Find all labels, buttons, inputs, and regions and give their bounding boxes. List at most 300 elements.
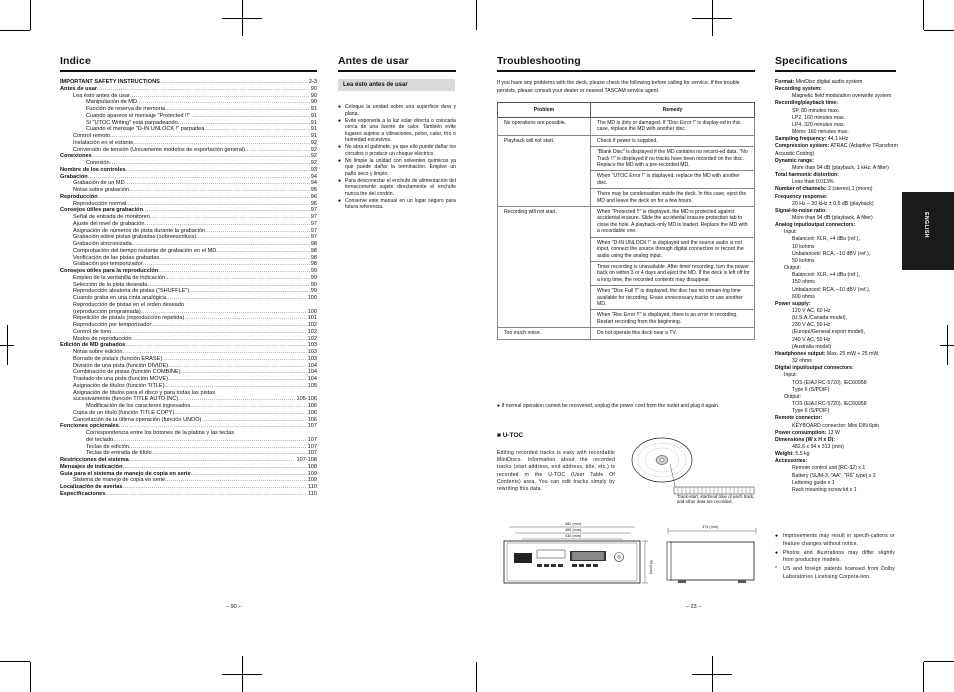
troubleshooting-table <box>497 102 755 340</box>
toc-entry-title: Cuando el mensaje "D-IN UNLOCK !" parpadea <box>86 126 205 133</box>
toc-entry-page: 98 <box>310 247 317 254</box>
spec-line <box>775 444 901 451</box>
spec-line <box>775 394 901 401</box>
toc-entry-title: Fonciones opcionales <box>60 423 119 430</box>
toc-entry <box>60 133 317 140</box>
bullet-text: No abra el gabinete, ya que ello puede dañar los circuitos o producir un choque eléctrico. <box>345 144 456 157</box>
toc-leader-dots <box>141 309 307 316</box>
spec-line <box>775 465 901 472</box>
toc-entry <box>60 410 317 417</box>
toc-entry <box>60 437 317 444</box>
spec-value: Unbalanced: RCA, –10 dBV (ref.), <box>792 250 871 257</box>
toc-entry-page: 106 <box>307 409 317 416</box>
spec-line <box>775 129 901 136</box>
toc-leader-dots <box>123 464 307 471</box>
toc-entry-page <box>316 390 317 397</box>
toc-leader-dots <box>150 214 310 221</box>
toc-entry-title: Señal de entrada de monitoreo <box>73 214 150 220</box>
toc-entry <box>60 126 317 133</box>
toc-entry-page: 99 <box>310 281 317 288</box>
toc-entry <box>60 241 317 248</box>
spec-value: Max. 25 mW + 25 mW, <box>825 350 880 357</box>
toc-entry-page: 104 <box>307 376 317 382</box>
side-view-drawing <box>664 528 764 590</box>
spec-line <box>775 322 901 329</box>
toc-entry-page: 92 <box>310 160 317 166</box>
toc-entry-title: Especificaciones <box>60 490 106 497</box>
toc-entry <box>60 261 317 268</box>
language-tab-label: ENGLISH <box>923 212 929 238</box>
toc-entry <box>60 383 317 390</box>
spec-line <box>775 93 901 100</box>
toc-entry-page: 99 <box>310 268 317 274</box>
spec-line <box>775 258 901 265</box>
toc-entry-title: Modos de reproducción <box>73 335 132 342</box>
specifications-rule <box>775 70 896 72</box>
toc-entry-page: 92 <box>310 139 317 146</box>
spec-value: 44.1 kHz <box>826 136 849 143</box>
toc-entry-title: Asignación de títulos (función TITLE) <box>73 382 165 389</box>
spec-key: Analog input/output connectors: <box>775 222 856 229</box>
toc-entry-title: Grabación <box>60 173 88 180</box>
spec-value: 150 ohms <box>792 279 815 286</box>
note-bullet-icon: * <box>775 566 777 573</box>
toc-entry <box>60 275 317 282</box>
toc-leader-dots <box>123 484 308 491</box>
spec-key: Recording/playback time: <box>775 100 839 107</box>
remedy-cell: When "Disc Full !!" is displayed, the disc has no remain-ing time available for recording. Erase unnecessary tracks or use another MD. <box>591 286 755 310</box>
toc-entry <box>60 315 317 322</box>
spec-value: (Europe/General export model), <box>792 329 865 336</box>
toc-entry <box>60 450 317 457</box>
toc-leader-dots <box>97 86 310 93</box>
toc-entry-title: Función de reserva de memoria <box>86 106 165 112</box>
toc-leader-dots <box>165 383 307 390</box>
toc-entry-page: 109 <box>307 470 317 477</box>
toc-entry <box>60 471 317 478</box>
spec-line <box>775 401 901 408</box>
toc-entry <box>60 99 317 106</box>
toc-entry <box>60 201 317 208</box>
spec-note <box>775 566 895 582</box>
spec-key: Power consumption: <box>775 429 827 436</box>
toc-entry <box>60 356 317 363</box>
toc-leader-dots <box>147 282 309 289</box>
troubleshooting-footnote <box>497 403 755 410</box>
spec-line <box>775 201 901 208</box>
toc-entry-page: 94 <box>310 173 317 180</box>
spec-line <box>775 179 901 186</box>
toc-entry <box>60 376 317 383</box>
toc-leader-dots <box>184 315 306 322</box>
toc-entry <box>60 180 317 187</box>
toc-leader-dots <box>152 450 307 457</box>
toc-entry-page: 107 <box>307 423 317 430</box>
spec-line <box>775 437 901 444</box>
toc-entry-title: IMPORTANT SAFETY INSTRUCTIONS <box>60 79 160 85</box>
toc-entry-title: Modificación de los caracteres ingresados <box>86 403 191 409</box>
toc-entry-page: 99 <box>310 288 317 295</box>
toc-leader-dots <box>125 342 306 349</box>
toc-entry-page: 91 <box>310 112 317 119</box>
spec-value: 20 Hz – 20 kHz ± 0.5 dB (playback) <box>792 200 874 207</box>
spec-note <box>775 550 895 566</box>
antes-subheading: Lea ésto antes de usar <box>338 79 455 91</box>
toc-entry-page: 105 <box>307 382 317 389</box>
spec-line <box>775 451 901 458</box>
toc-leader-dots <box>162 356 306 363</box>
toc-entry-page: 98 <box>310 241 317 247</box>
spec-value: LP4, 320 minutes max. <box>792 121 846 128</box>
spec-key: Total harmonic distortion: <box>775 172 839 179</box>
toc-entry-title: Conversión de tensión (Unicamente modelos de exportación general) <box>73 146 245 153</box>
spec-value: 13 W <box>826 429 840 436</box>
spec-value: Less than 0.013% <box>792 179 834 186</box>
toc-leader-dots <box>165 477 307 484</box>
spec-line <box>775 294 901 301</box>
toc-leader-dots <box>216 248 309 255</box>
spec-value: Lettering guide x 1 <box>792 479 835 486</box>
toc-entry-title: sucesivamente (función TITLE AUTO INC) <box>73 396 179 403</box>
spec-line <box>775 473 901 480</box>
spec-line <box>775 136 901 143</box>
toc-entry-page: 105-106 <box>296 396 317 403</box>
toc-leader-dots <box>105 491 307 498</box>
spec-value: 482.6 x 94 x 313 (mm) <box>792 443 844 450</box>
spec-key: Compression system: <box>775 143 830 150</box>
spec-line <box>775 272 901 279</box>
toc-leader-dots <box>113 437 307 444</box>
toc-entry-title: División de una pista (función DIVIDE) <box>73 362 169 369</box>
disc-caption: Track-start, start/end time of each track, and other data are recorded. <box>677 494 755 504</box>
toc-entry <box>60 417 317 424</box>
toc-entry-title: Edición de MD grabados <box>60 342 126 349</box>
bullet-item <box>338 158 456 178</box>
toc-entry-page: 98 <box>310 261 317 268</box>
remedy-cell: Check if power is supplied. <box>591 135 755 146</box>
toc-entry-page: 103 <box>307 355 317 362</box>
spec-line <box>775 194 901 201</box>
toc-entry <box>60 214 317 221</box>
remedy-cell: When "Rec Error !!" is displayed, there is an error in recording. Restart recording from the beginning. <box>591 310 755 328</box>
toc-entry-page <box>316 430 317 437</box>
toc-leader-dots <box>133 140 309 147</box>
bullet-item <box>338 198 456 211</box>
toc-entry-title: Teclas de entrada de título <box>86 450 152 457</box>
toc-entry-page: 91 <box>310 119 317 126</box>
spec-line <box>775 408 901 415</box>
spec-line <box>775 415 901 422</box>
toc-leader-dots <box>119 423 307 430</box>
spec-line <box>775 351 901 358</box>
troubleshooting-intro: If you have any problems with the deck, please check the following before calling for service. If the trouble persists, please consult your dealer or nearest TASCAM service agent. <box>497 80 740 94</box>
toc-entry <box>60 423 317 430</box>
toc-entry-title: Asignación de números de pista durante la grabación <box>73 227 206 234</box>
spec-key: Frequency response: <box>775 193 828 200</box>
specifications-heading: Specifications <box>775 55 848 67</box>
note-bullet-icon: ● <box>775 549 779 556</box>
toc-entry <box>60 430 317 437</box>
toc-entry-page: 102 <box>307 335 317 342</box>
toc-entry-title: Control de tono <box>73 328 112 335</box>
toc-leader-dots <box>178 396 295 403</box>
spec-value: TOS (EIAJ RC-5720), IEC60958 <box>792 379 867 386</box>
remedy-cell: When "UTOC Error !" is displayed, replace the MD with another disc. <box>591 171 755 189</box>
toc-leader-dots <box>184 302 316 309</box>
toc-entry-title: Grabación por temporizador <box>73 261 143 268</box>
toc-entry-page: 103 <box>307 349 317 355</box>
toc-entry-page: 96 <box>310 200 317 207</box>
toc-entry <box>60 194 317 201</box>
spec-value: Output: <box>784 265 802 272</box>
spec-key: Power supply: <box>775 300 811 307</box>
toc-entry-page: 91 <box>310 106 317 112</box>
toc-entry-title: Copia de un título (función TITLE COPY) <box>73 409 175 416</box>
toc-leader-dots <box>165 106 310 113</box>
remedy-cell: The MD is dirty or damaged. If "Disc Error !" is display-ed in this case, replace the MD with another disc. <box>591 118 755 136</box>
toc-leader-dots <box>160 79 308 86</box>
spec-line <box>775 423 901 430</box>
spec-line <box>775 430 901 437</box>
toc-leader-dots <box>245 147 310 154</box>
spec-line <box>775 279 901 286</box>
toc-entry-title: Cuando aparece el mensaje "Protected !!" <box>86 112 191 119</box>
spec-value: Battery (SUM-3, "AA", "R6" type) x 2 <box>792 472 876 479</box>
footnote-bullet: ● <box>497 403 501 409</box>
toc-entry <box>60 403 317 410</box>
spec-line <box>775 344 901 351</box>
toc-entry-page: 108 <box>307 463 317 470</box>
bullet-item <box>338 118 456 144</box>
toc-entry <box>60 207 317 214</box>
toc-entry-title: del teclado <box>86 436 114 443</box>
table-row <box>498 207 755 238</box>
height-label-95: 95 (mm) <box>649 560 653 575</box>
toc-leader-dots <box>110 160 310 167</box>
spec-line <box>775 115 901 122</box>
bullet-item <box>338 104 456 117</box>
note-text: Improvements may result in specifi-cations or feature changes without notice. <box>783 533 895 547</box>
spec-value: 50 kohms <box>792 257 815 264</box>
spec-line <box>775 487 901 494</box>
toc-entry-page: 97 <box>310 227 317 234</box>
toc-leader-dots <box>126 201 310 208</box>
toc-entry-page: 97 <box>310 214 317 220</box>
toc-entry <box>60 342 317 349</box>
toc-entry-page: 95 <box>310 187 317 193</box>
spec-line <box>775 251 901 258</box>
toc-leader-dots <box>122 349 306 356</box>
toc-entry-page: 107 <box>307 450 317 457</box>
spec-line <box>775 358 901 365</box>
toc-entry <box>60 113 317 120</box>
troubleshooting-rule <box>497 70 755 72</box>
toc-entry-title: Reproducción <box>60 193 98 200</box>
toc-entry <box>60 153 317 160</box>
toc-entry <box>60 484 317 491</box>
toc-entry <box>60 464 317 471</box>
depth-label-374: 374 (mm) <box>702 525 719 529</box>
toc-entry <box>60 336 317 343</box>
toc-entry-page: 106 <box>307 403 317 409</box>
problem-cell: Too much noise. <box>498 328 591 339</box>
utoc-text: Editing recorded tracks is easy with recordable MiniDiscs. Information about the recorded tracks (start address, end address, title, etc.) is recorded in the U-TOC (User Table Of Contents) area. You can edit tracks simply by rewriting this data. <box>497 450 615 493</box>
toc-entry-title: Notas sobre edición <box>73 349 123 355</box>
toc-entry-page: 90 <box>310 99 317 106</box>
spec-value: More than 94 dB (playback, 1 kHz, A filter) <box>792 164 889 171</box>
spec-key: Dimensions (W x H x D): <box>775 436 835 443</box>
indice-rule <box>60 70 317 72</box>
toc-entry-title: Grabación sincronizada <box>73 241 132 247</box>
width-label-430: 430 (mm) <box>565 534 582 538</box>
toc-leader-dots <box>125 180 310 187</box>
table-row <box>498 328 755 339</box>
column-header-problem: Problem <box>498 103 591 118</box>
spec-line <box>775 329 901 336</box>
toc-entry-page: 97 <box>310 234 317 241</box>
spec-value: Magnetic field modulation overwrite system <box>792 93 892 100</box>
note-text: Photos and illustrations may differ slightly from production models. <box>783 549 895 564</box>
toc-entry-page: 90 <box>310 85 317 92</box>
spec-value: 5.5 kg <box>793 451 810 458</box>
toc-leader-dots <box>166 295 307 302</box>
spec-value: 240 V AC, 50 Hz <box>792 336 831 343</box>
spec-value: Remote control unit (RC-32) x 1 <box>792 465 866 472</box>
toc-entry-title: Reproducción por temporizador <box>73 322 152 328</box>
spec-line <box>775 236 901 243</box>
toc-entry <box>60 93 317 100</box>
toc-entry-page: 93 <box>310 166 317 173</box>
spec-value: 230 V AC, 50 Hz <box>792 322 831 329</box>
problem-cell: No operations are possible. <box>498 118 591 136</box>
toc-entry <box>60 187 317 194</box>
toc-entry-page: 110 <box>308 484 317 490</box>
note-text: US and foreign patents licensed from Dolby Laboratories Licensing Corpora-tion. <box>783 566 895 580</box>
toc-entry-title: Cancelación de la última operación (función UNDO) <box>73 416 202 423</box>
specifications-list <box>775 79 901 494</box>
bullet-icon: ● <box>338 197 342 204</box>
bullet-icon: ● <box>338 117 342 124</box>
toc-entry <box>60 86 317 93</box>
toc-entry-title: Conexión <box>86 160 110 166</box>
problem-cell: Recording will not start. <box>498 207 591 328</box>
spec-value: 120 V AC, 60 Hz <box>792 308 831 314</box>
toc-leader-dots <box>165 275 310 282</box>
spec-line <box>775 265 901 272</box>
toc-entry-page: 104 <box>307 369 317 376</box>
table-row <box>498 118 755 136</box>
toc-entry-page: 103 <box>307 342 317 349</box>
toc-leader-dots <box>151 322 306 329</box>
spec-value: 10 kohms <box>792 243 815 250</box>
toc-entry <box>60 477 317 484</box>
spec-value: 600 ohms <box>792 293 815 300</box>
spec-line <box>775 308 901 315</box>
spec-line <box>775 165 901 172</box>
toc-entry-page: 96 <box>310 193 317 200</box>
spec-line <box>775 380 901 387</box>
toc-entry-page: 92 <box>310 146 317 153</box>
toc-entry-title: Verificación de las pistas grabadas <box>73 254 160 261</box>
spec-value: SP, 80 minutes max. <box>792 107 840 114</box>
toc-leader-dots <box>215 390 316 397</box>
toc-entry-title: Selección de la pista deseada <box>73 281 148 288</box>
spec-line <box>775 287 901 294</box>
toc-leader-dots <box>190 403 306 410</box>
footnote-text: If normal operation cannot be recovered, unplug the power cord from the outlet and plug it again. <box>501 403 720 409</box>
spec-line <box>775 365 901 372</box>
toc-entry-title: Antes de usar <box>60 85 97 92</box>
toc-entry-title: Correspondencia entre los botones de la platina y las teclas <box>86 430 235 436</box>
spec-key: Accessories: <box>775 458 808 465</box>
note-bullet-icon: ● <box>775 533 779 539</box>
bullet-icon: ● <box>338 104 342 110</box>
remedy-cell: When "D-IN UNLOCK !" is displayed and the source audio is not input, connect the source through digital connection or record the audio using the analog input. <box>591 237 755 261</box>
toc-entry-title: Reproducción aleatoria de pistas ("SHUFFLE") <box>73 288 190 295</box>
spec-value: Mono: 160 minutes max. <box>792 129 849 136</box>
toc-entry-page: 107-108 <box>296 457 317 463</box>
toc-leader-dots <box>129 457 296 464</box>
spec-line <box>775 122 901 129</box>
toc-leader-dots <box>168 363 307 370</box>
toc-entry-page: 92 <box>310 153 317 160</box>
spec-line <box>775 337 901 344</box>
spec-value: More than 94 dB (playback, A filter) <box>792 214 873 221</box>
language-tab <box>902 192 954 270</box>
toc-entry-title: Repetición de pista/s (reproducción repetida) <box>73 315 185 322</box>
toc-entry-title: Empleo de la ventanilla de indicación <box>73 274 166 281</box>
toc-entry-title: Sistema de manejo de copia en serie <box>73 477 166 484</box>
toc-entry-title: Reproducción normal <box>73 200 127 207</box>
toc-leader-dots <box>159 255 310 262</box>
toc-entry-page: 91 <box>310 133 317 139</box>
bullet-icon: ● <box>338 144 342 150</box>
toc-entry-title: Si "UTOC Writing" está parpadeando <box>86 119 178 126</box>
table-row <box>498 135 755 146</box>
toc-leader-dots <box>131 336 306 343</box>
toc-leader-dots <box>201 417 306 424</box>
toc-entry-title: Consejos útiles para grabación <box>60 207 143 214</box>
bullet-icon: ● <box>338 157 342 164</box>
spec-key: Dynamic range: <box>775 157 814 164</box>
toc-entry-title: Control remoto <box>73 133 110 139</box>
toc-entry <box>60 396 317 403</box>
toc-entry-page: 106 <box>307 416 317 423</box>
toc-entry <box>60 329 317 336</box>
toc-leader-dots <box>129 187 309 194</box>
spec-value: Balanced: XLR, +4 dBu (ref.), <box>792 272 860 279</box>
toc-entry-page: 100 <box>307 308 317 315</box>
bullet-text: Para desconectar el enchufe de alimentación del tomacorriente sujete directamente el enchufe nunca tire del cordón. <box>345 177 456 197</box>
toc-entry <box>60 234 317 241</box>
toc-entry-title: Lea ésto antes de usar <box>73 92 130 99</box>
spec-value: LP2, 160 minutes max. <box>792 114 846 121</box>
toc-entry-page: 109 <box>307 477 317 484</box>
spec-line <box>775 79 901 86</box>
spec-key: Weight: <box>775 451 794 458</box>
toc-entry-page: 94 <box>310 180 317 187</box>
toc-entry-title: Cuando graba en una cinta analógica <box>73 295 166 301</box>
remedy-cell: Do not operate this deck near a TV. <box>591 328 755 339</box>
toc-entry-page: 97 <box>310 220 317 227</box>
toc-entry <box>60 268 317 275</box>
spec-value: TOS (EIAJ RC-5720), IEC60958 <box>792 401 867 408</box>
page-number-right: – 23 – <box>686 604 702 610</box>
remedy-cell: When "Protected !!" is displayed, the MD is protected against accidental erasure. Slide the accidental erasure protection tab to close the hole. A playback-only MD is loaded. Replace the MD with a recordable one. <box>591 207 755 238</box>
toc-entry-title: Ajuste del nivel de grabación <box>73 220 145 227</box>
toc-entry <box>60 248 317 255</box>
indice-heading: Indice <box>60 55 91 67</box>
